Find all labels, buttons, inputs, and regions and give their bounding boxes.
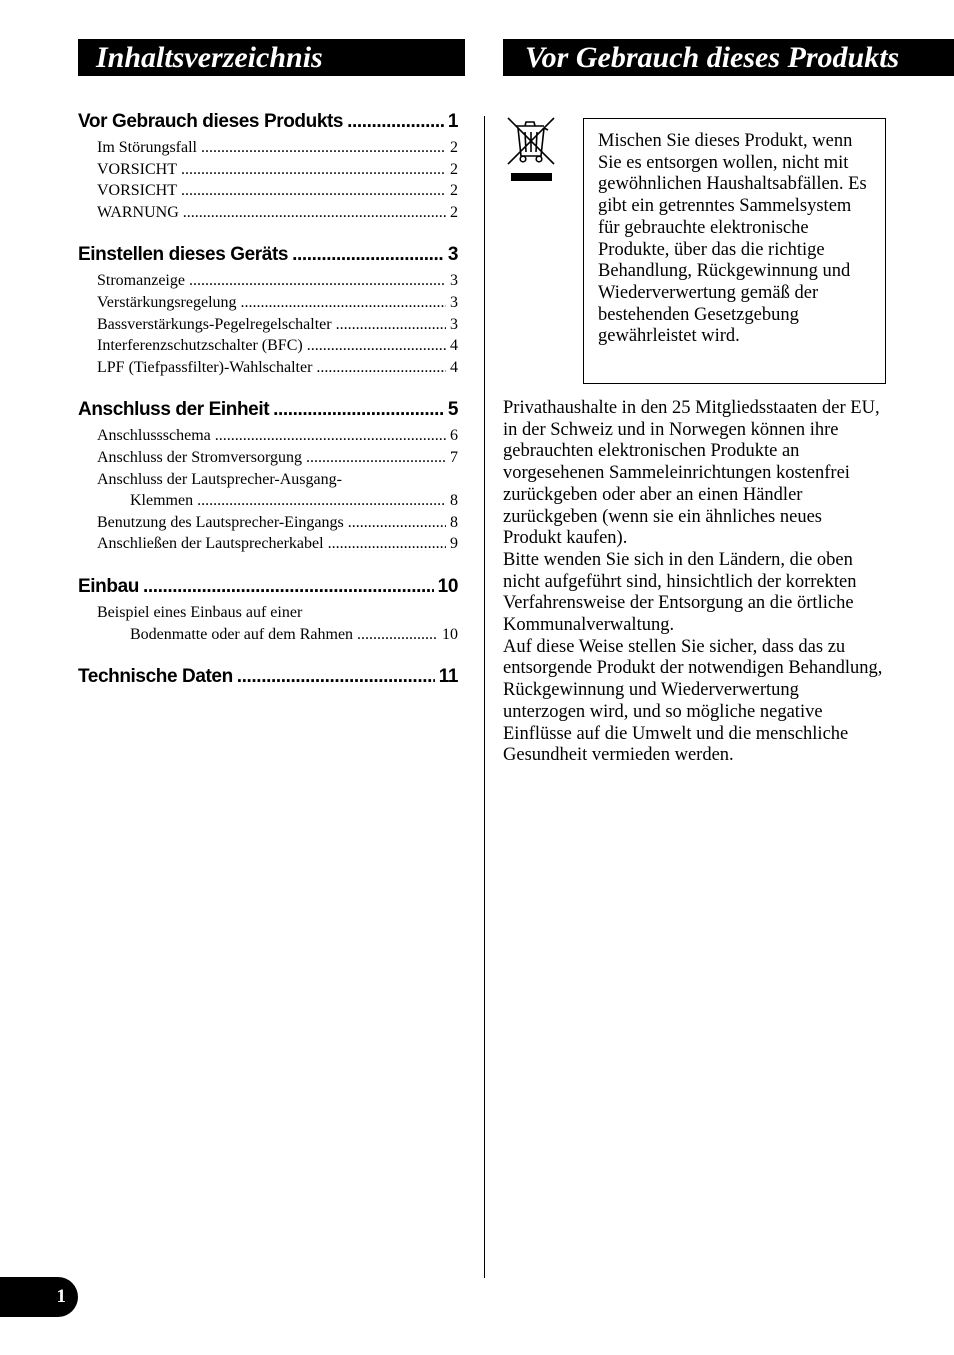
dot-leader bbox=[215, 425, 446, 447]
column-divider bbox=[484, 116, 485, 1278]
crossed-out-wheelie-bin-icon bbox=[503, 116, 559, 184]
dot-leader bbox=[189, 270, 446, 292]
dot-leader bbox=[237, 665, 435, 689]
toc-entry[interactable] bbox=[78, 512, 458, 534]
toc-section-title: Einstellen dieses Geräts bbox=[78, 244, 289, 266]
dot-leader bbox=[307, 335, 446, 357]
toc-entry-label-cont: Bodenmatte oder auf dem Rahmen bbox=[130, 625, 354, 643]
toc-entry-label: WARNUNG bbox=[97, 203, 179, 221]
toc-entry-label: Anschließen der Lautsprecherkabel bbox=[97, 535, 324, 553]
toc-entry[interactable] bbox=[78, 335, 458, 357]
toc-entry[interactable] bbox=[78, 137, 458, 159]
toc-section-page: 11 bbox=[438, 666, 458, 688]
toc-entry[interactable] bbox=[78, 314, 458, 336]
toc-entry[interactable] bbox=[78, 425, 458, 447]
dot-leader bbox=[273, 398, 444, 422]
toc-entry-page: 4 bbox=[450, 337, 458, 355]
toc-heading: Inhaltsverzeichnis bbox=[78, 39, 465, 76]
toc-entry-label: Anschluss der Stromversorgung bbox=[97, 448, 303, 466]
toc-entry-label: Bassverstärkungs-Pegelregelschalter bbox=[97, 315, 332, 333]
toc-entry-page: 3 bbox=[450, 272, 458, 290]
toc-entry-page: 2 bbox=[450, 139, 458, 156]
dot-leader bbox=[292, 243, 444, 267]
dot-leader bbox=[181, 159, 446, 181]
dot-leader bbox=[197, 490, 446, 512]
toc-entry-page: 8 bbox=[450, 513, 458, 531]
toc-entry-page: 9 bbox=[450, 535, 458, 553]
dot-leader bbox=[181, 180, 446, 202]
toc-entry-page: 3 bbox=[450, 293, 458, 311]
toc-section-link[interactable] bbox=[78, 110, 458, 134]
toc-section-page: 10 bbox=[437, 575, 458, 597]
toc-entry-page: 10 bbox=[442, 625, 458, 643]
toc-entry-first-line[interactable] bbox=[78, 602, 458, 624]
toc-entry-first-line[interactable] bbox=[78, 469, 458, 491]
toc-entry-label: LPF (Tiefpassfilter)-Wahlschalter bbox=[97, 358, 313, 376]
toc-entry-label: Benutzung des Lautsprecher-Eingangs bbox=[97, 513, 344, 531]
toc-entry[interactable] bbox=[78, 202, 458, 224]
toc-entry-label: Verstärkungsregelung bbox=[97, 293, 237, 311]
toc-section bbox=[78, 575, 458, 645]
toc-entry-page: 2 bbox=[450, 182, 458, 200]
toc-entry-page: 2 bbox=[450, 160, 458, 178]
toc-entry-continuation[interactable] bbox=[78, 624, 458, 646]
toc-section-title: Anschluss der Einheit bbox=[78, 399, 270, 421]
paragraph: Auf diese Weise stellen Sie sicher, dass das zu entsorgende Produkt der notwendigen Behandlung, Rückgewinnung und Wiederverwertung unterzogen wird, und so mögliche negative Einflüsse auf die Umwelt und die menschliche Gesundheit vermieden werden. bbox=[503, 636, 883, 766]
toc-entry-label: Im Störungsfall bbox=[97, 139, 197, 156]
toc-section bbox=[78, 398, 458, 555]
toc-entry-page: 6 bbox=[450, 427, 458, 445]
dot-leader bbox=[357, 624, 438, 646]
toc-entry-label: Stromanzeige bbox=[97, 272, 185, 290]
dot-leader bbox=[348, 512, 446, 534]
toc-entry-label: Anschlussschema bbox=[97, 427, 211, 445]
toc-entry-label-cont: Klemmen bbox=[130, 492, 194, 510]
toc-section-link[interactable] bbox=[78, 665, 458, 689]
toc-section bbox=[78, 665, 458, 689]
table-of-contents bbox=[78, 110, 458, 709]
toc-section-link[interactable] bbox=[78, 575, 458, 599]
toc-entry[interactable] bbox=[78, 270, 458, 292]
toc-entry-page: 3 bbox=[450, 315, 458, 333]
toc-entry[interactable] bbox=[78, 533, 458, 555]
disposal-text bbox=[503, 398, 883, 767]
toc-section-link[interactable] bbox=[78, 398, 458, 422]
toc-entry-label: VORSICHT bbox=[97, 160, 178, 178]
toc-entry[interactable] bbox=[78, 180, 458, 202]
dot-leader bbox=[328, 533, 446, 555]
toc-entry-label: Anschluss der Lautsprecher-Ausgang- bbox=[97, 470, 342, 488]
toc-section-title: Technische Daten bbox=[78, 666, 233, 688]
toc-entry-page: 7 bbox=[450, 448, 458, 466]
toc-entry[interactable] bbox=[78, 292, 458, 314]
paragraph: Bitte wenden Sie sich in den Ländern, die oben nicht aufgeführt sind, hinsichtlich der korrekten Verfahrensweise der Entsorgung an die örtliche Kommunalverwaltung. bbox=[503, 549, 857, 636]
dot-leader bbox=[241, 292, 446, 314]
toc-entry-label: VORSICHT bbox=[97, 182, 178, 200]
toc-entry[interactable] bbox=[78, 159, 458, 181]
toc-entry[interactable] bbox=[78, 357, 458, 379]
dot-leader bbox=[201, 137, 446, 159]
toc-section-link[interactable] bbox=[78, 243, 458, 267]
toc-entry-page: 4 bbox=[450, 358, 458, 376]
dot-leader bbox=[143, 575, 434, 599]
toc-entry-page: 2 bbox=[450, 203, 458, 221]
dot-leader bbox=[183, 202, 446, 224]
disposal-notice-box: Mischen Sie dieses Produkt, wenn Sie es entsorgen wollen, nicht mit gewöhnlichen Haushaltsabfällen. Es gibt ein getrenntes Sammelsystem für gebrauchte elektronische Produkte, über das die richtige Behandlung, Rückgewinnung und Wiederverwertung gemäß der bestehenden Gesetzgebung gewährleistet wird. bbox=[583, 118, 886, 384]
dot-leader bbox=[347, 110, 444, 134]
toc-section-title: Einbau bbox=[78, 575, 139, 597]
toc-section-title: Vor Gebrauch dieses Produkts bbox=[78, 111, 344, 132]
toc-section bbox=[78, 243, 458, 378]
section-heading: Vor Gebrauch dieses Produkts bbox=[503, 39, 954, 76]
toc-section bbox=[78, 110, 458, 223]
dot-leader bbox=[336, 314, 446, 336]
toc-entry-page: 8 bbox=[450, 492, 458, 510]
dot-leader bbox=[316, 357, 446, 379]
toc-section-page: 1 bbox=[447, 111, 458, 132]
toc-entry-continuation[interactable] bbox=[78, 490, 458, 512]
paragraph: Privathaushalte in den 25 Mitgliedsstaaten der EU, in der Schweiz und in Norwegen können ihre gebrauchten elektronischen Produkte an vorgesehenen Sammeleinrichtungen kostenfrei zurückgeben oder aber an einen Händler zurückgeben (wenn sie ein ähnliches neues Produkt kaufen). bbox=[503, 398, 880, 549]
dot-leader bbox=[306, 447, 446, 469]
toc-section-page: 5 bbox=[447, 399, 458, 421]
toc-entry-label: Beispiel eines Einbaus auf einer bbox=[97, 603, 303, 621]
toc-entry-label: Interferenzschutzschalter (BFC) bbox=[97, 337, 303, 355]
toc-entry[interactable] bbox=[78, 447, 458, 469]
toc-section-page: 3 bbox=[447, 244, 458, 266]
page-number: 1 bbox=[0, 1277, 78, 1317]
